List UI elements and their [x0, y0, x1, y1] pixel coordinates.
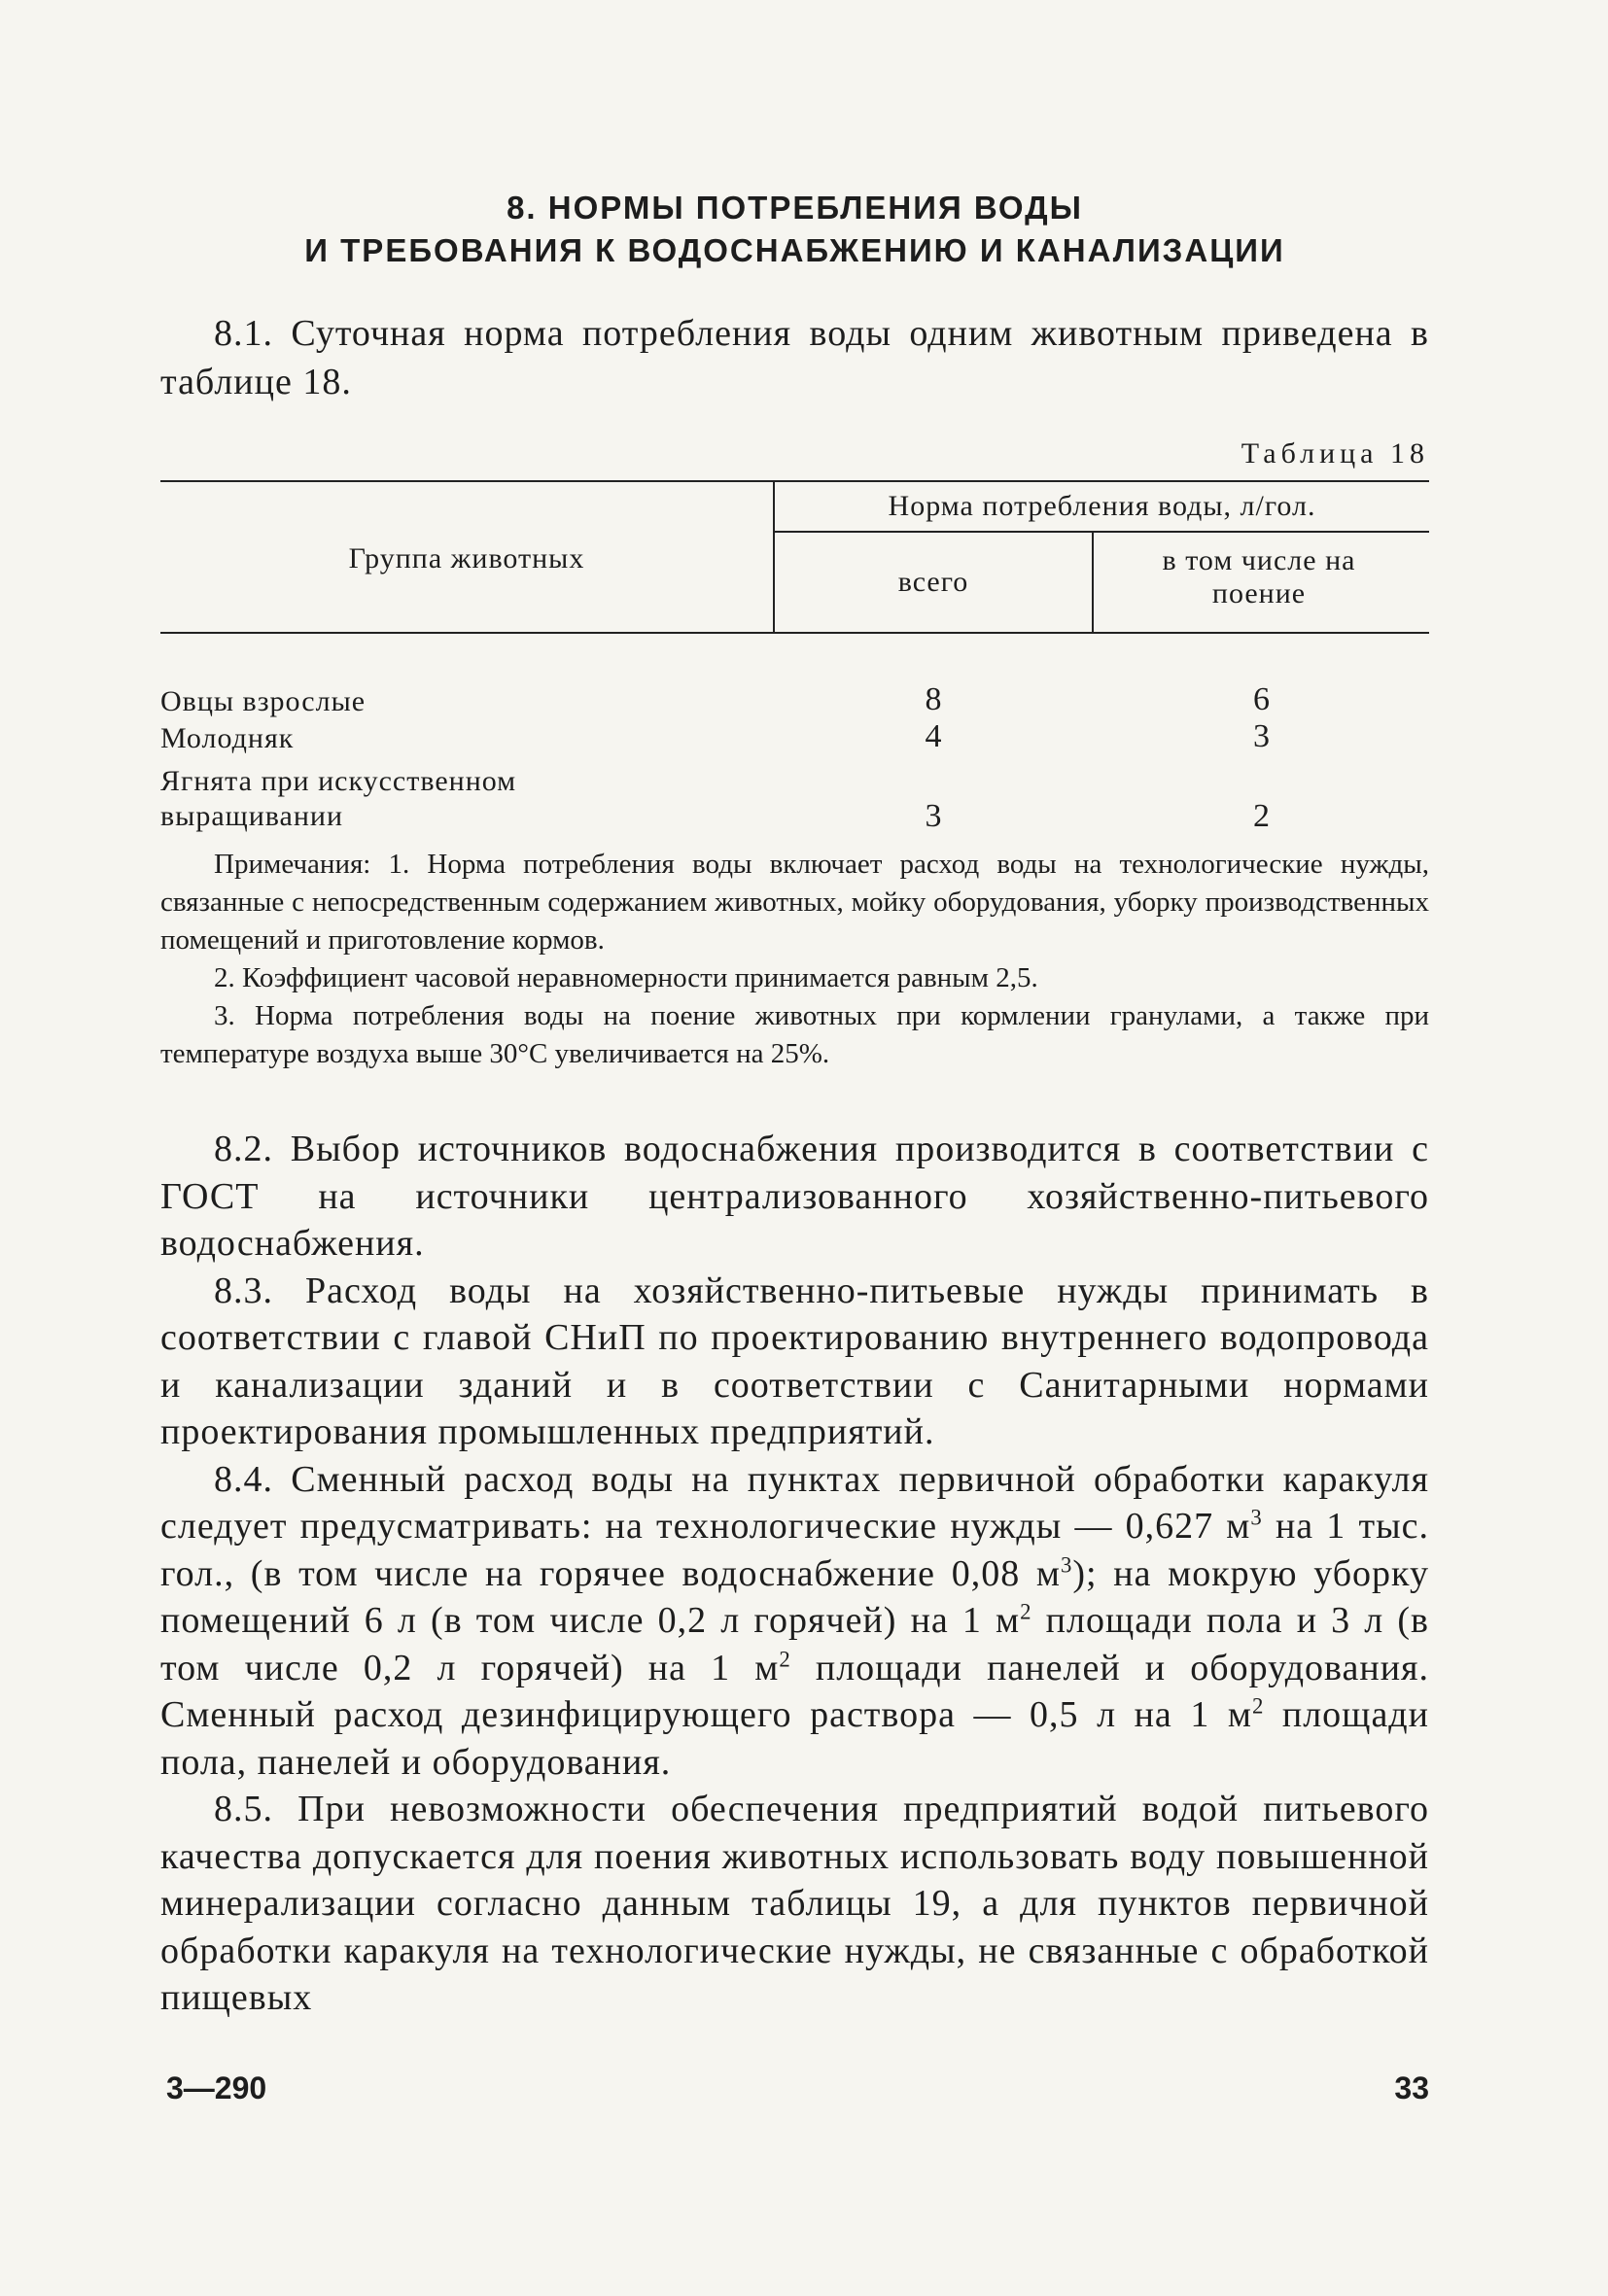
p84-sup-2: 3	[1060, 1551, 1073, 1577]
row-3-total: 3	[925, 798, 942, 834]
note-3: 3. Норма потребления воды на поение животных при кормлении гранулами, а также при температуре воздуха выше 30°С увеличивается на 25%.	[160, 1000, 1429, 1069]
water-norm-table	[160, 480, 1429, 850]
heading-line-1: 8. НОРМЫ ПОТРЕБЛЕНИЯ ВОДЫ	[507, 190, 1083, 226]
row-3-group: Ягнята при искусственном выращивании	[160, 765, 517, 832]
document-page	[160, 0, 1429, 2296]
paragraph-8-3: 8.3. Расход воды на хозяйственно-питьевые нужды принимать в соответствии с главой СНиП по проектированию внутреннего водопровода и канализации зданий и в соответствии с Санитарными нормами проектирования промышленных предприятий.	[160, 1270, 1429, 1452]
paragraph-8-2: 8.2. Выбор источников водоснабжения производится в соответствии с ГОСТ на источники централизованного хозяйственно-питьевого водоснабжения.	[160, 1129, 1429, 1264]
signature-mark: 3—290	[166, 2070, 267, 2105]
p84-sup-5: 2	[1251, 1693, 1265, 1719]
note-1: Примечания: 1. Норма потребления воды включает расход воды на технологические нужды, связанные с непосредственным содержанием животных, мойку оборудования, уборку производственных помещений и приготовление кормов.	[160, 849, 1429, 956]
header-norm: Норма потребления воды, л/гол.	[888, 490, 1316, 522]
table-caption: Таблица 18	[1241, 437, 1429, 470]
table-header-bottom-rule	[160, 632, 1429, 634]
row-2-total: 4	[925, 718, 942, 754]
p84-sup-1: 3	[1250, 1505, 1263, 1530]
table-subheader-rule	[775, 531, 1429, 533]
row-1-total: 8	[925, 681, 942, 717]
p84-part-b: на 1 тыс. гол., (в том числе на горячее водоснабжение 0,08 м	[160, 1506, 1429, 1594]
p84-part-c: ); на мокрую уборку помещений 6 л (в том числе 0,2 л горячей) на 1 м	[160, 1552, 1429, 1641]
note-2: 2. Коэффициент часовой неравномерности принимается равным 2,5.	[214, 962, 1038, 993]
table-top-rule	[160, 480, 1429, 482]
row-2-group: Молодняк	[160, 722, 295, 754]
body-text	[160, 1126, 1429, 2022]
page-number: 33	[1394, 2070, 1429, 2105]
p84-part-f: площади пола, панелей и оборудования.	[160, 1694, 1429, 1783]
table-notes	[160, 846, 1429, 1073]
table-vertical-rule-2	[1092, 533, 1094, 632]
p84-part-a: 8.4. Сменный расход воды на пунктах первичной обработки каракуля следует предусматривать: на технологические нужды — 0,627 м	[160, 1458, 1429, 1547]
p84-part-e: площади панелей и оборудования. Сменный расход дезинфицирующего раствора — 0,5 л на 1 м	[160, 1647, 1430, 1735]
paragraph-8-5: 8.5. При невозможности обеспечения предприятий водой питьевого качества допускается для поения животных использовать воду повышенной минерализации согласно данным таблицы 19, а для пунктов первичной обработки каракуля на технологические нужды, не связанные с обработкой пищевых	[160, 1789, 1429, 2018]
section-heading	[160, 187, 1429, 272]
header-drinking: в том числе на поение	[1162, 544, 1356, 609]
header-total: всего	[897, 566, 969, 598]
row-1-group: Овцы взрослые	[160, 685, 367, 717]
heading-line-2: И ТРЕБОВАНИЯ К ВОДОСНАБЖЕНИЮ И КАНАЛИЗАЦИИ	[304, 232, 1285, 268]
row-2-drinking: 3	[1253, 718, 1270, 754]
p84-sup-4: 2	[779, 1646, 791, 1671]
paragraph-8-4	[160, 1456, 1429, 1787]
paragraph-8-1: 8.1. Суточная норма потребления воды одним животным приведена в таблице 18.	[160, 313, 1429, 402]
row-3-drinking: 2	[1253, 798, 1270, 834]
p84-sup-3: 2	[1020, 1599, 1032, 1624]
row-1-drinking: 6	[1253, 681, 1270, 717]
header-animal-group: Группа животных	[348, 542, 585, 574]
p84-part-d: площади пола и 3 л (в том числе 0,2 л горячей) на 1 м	[160, 1600, 1429, 1688]
